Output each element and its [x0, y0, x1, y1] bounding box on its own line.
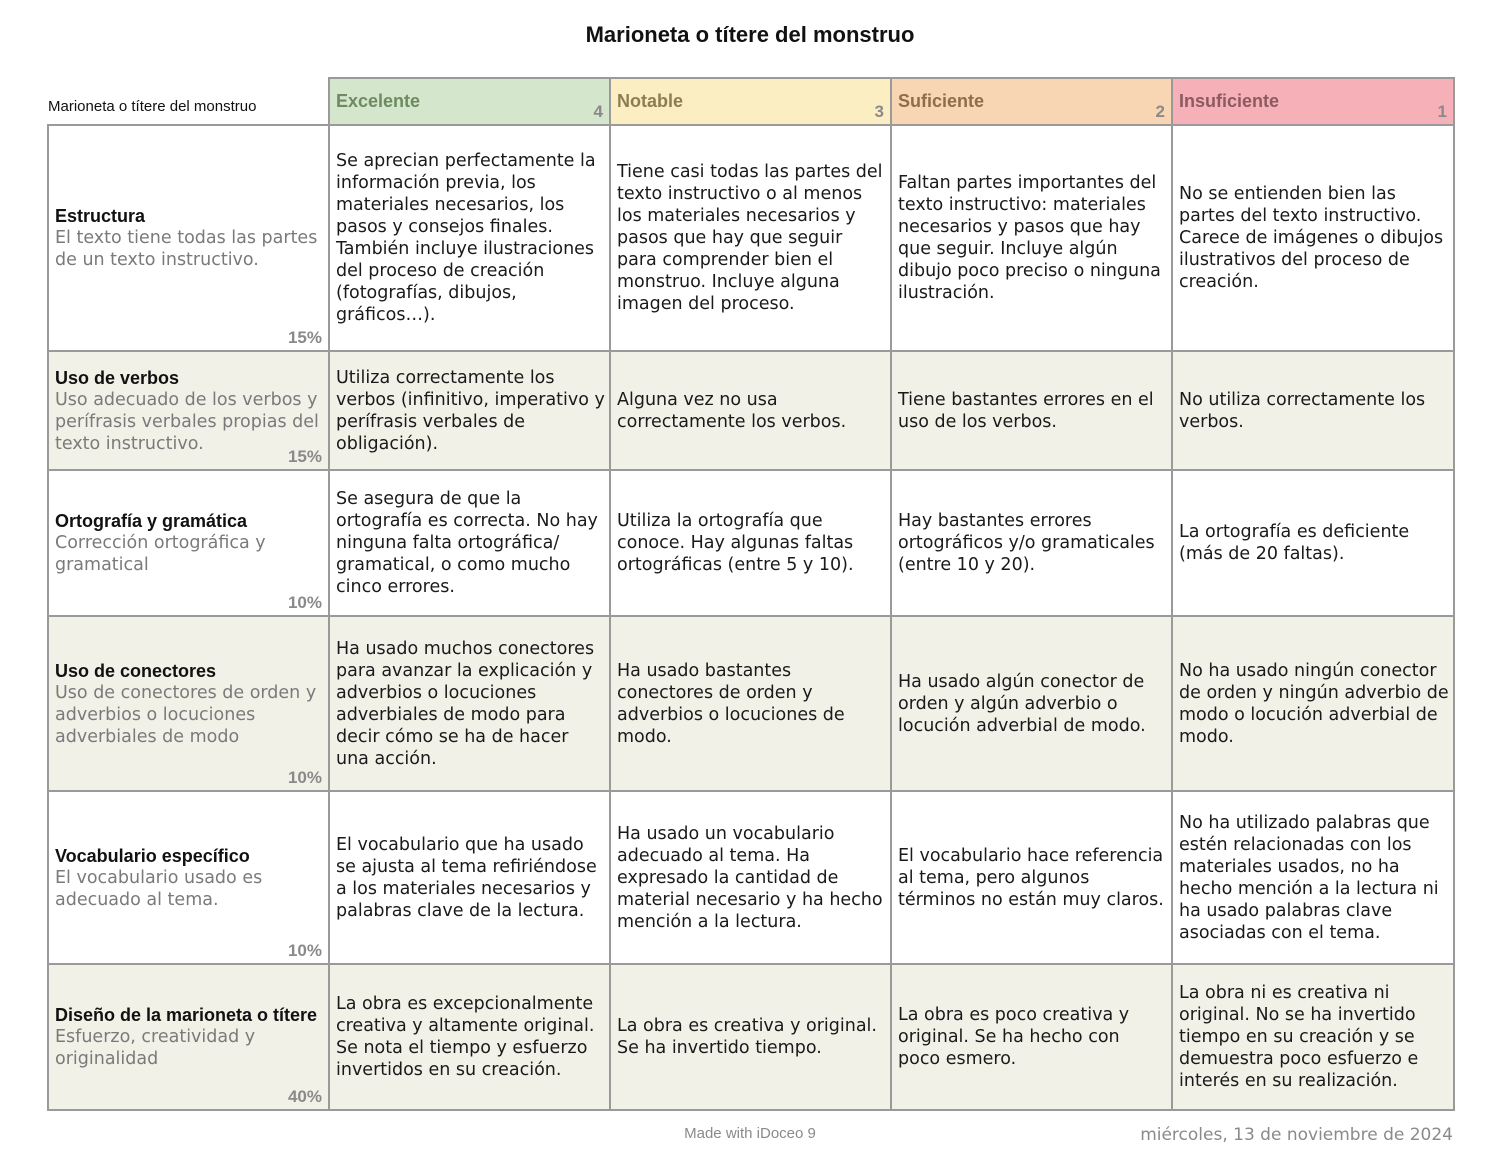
criterion-cell [48, 964, 329, 1110]
criterion-cell [48, 791, 329, 964]
criterion-weight: 15% [287, 447, 322, 466]
criterion-row-estructura [48, 125, 1454, 351]
criterion-cell [48, 470, 329, 616]
descriptor-insuficiente: No ha usado ningún conector de orden y ningún adverbio de modo o locución adverbial de modo. [1172, 616, 1454, 791]
criterion-row-vocabulario [48, 791, 1454, 964]
descriptor-excelente: Utiliza correctamente los verbos (infinitivo, imperativo y perífrasis verbales de obligación). [329, 351, 610, 470]
criterion-row-ortografia [48, 470, 1454, 616]
descriptor-insuficiente: La obra ni es creativa ni original. No se ha invertido tiempo en su creación y se demuestra poco esfuerzo e interés en su realización. [1172, 964, 1454, 1110]
descriptor-suficiente: La obra es poco creativa y original. Se ha hecho con poco esmero. [891, 964, 1172, 1110]
criterion-description: Corrección ortográfica y gramatical [55, 533, 266, 575]
level-name: Notable [617, 91, 684, 111]
descriptor-notable: La obra es creativa y original. Se ha invertido tiempo. [610, 964, 891, 1110]
descriptor-suficiente: Faltan partes importantes del texto instructivo: materiales necesarios y pasos que hay que seguir. Incluye algún dibujo poco preciso o ninguna ilustración. [891, 125, 1172, 351]
level-header-excelente [329, 78, 610, 125]
level-header-notable [610, 78, 891, 125]
descriptor-excelente: Ha usado muchos conectores para avanzar la explicación y adverbios o locuciones adverbiales de modo para decir cómo se ha de hacer una acción. [329, 616, 610, 791]
criterion-description: Esfuerzo, creatividad y originalidad [55, 1027, 256, 1069]
descriptor-notable: Utiliza la ortografía que conoce. Hay algunas faltas ortográficas (entre 5 y 10). [610, 470, 891, 616]
level-points: 2 [1155, 102, 1165, 121]
criterion-row-uso-de-verbos [48, 351, 1454, 470]
descriptor-insuficiente: No se entienden bien las partes del texto instructivo. Carece de imágenes o dibujos ilustrativos del proceso de creación. [1172, 125, 1454, 351]
level-name: Insuficiente [1179, 91, 1280, 111]
page-title: Marioneta o títere del monstruo [585, 22, 915, 47]
made-with-label: Made with iDoceo 9 [684, 1125, 816, 1142]
criterion-description: El vocabulario usado es adecuado al tema. [55, 867, 263, 910]
criterion-cell [48, 125, 329, 351]
level-points: 1 [1437, 102, 1447, 121]
descriptor-excelente: El vocabulario que ha usado se ajusta al tema refiriéndose a los materiales necesarios y palabras clave de la lectura. [329, 791, 610, 964]
level-points: 3 [874, 102, 884, 121]
rubric-table [47, 77, 1455, 1111]
descriptor-notable: Tiene casi todas las partes del texto instructivo o al menos los materiales necesarios y pasos que hay que seguir para comprender bien el monstruo. Incluye alguna imagen del proceso. [610, 125, 891, 351]
level-points: 4 [593, 102, 603, 121]
criterion-weight: 10% [287, 941, 322, 960]
criterion-cell [48, 616, 329, 791]
descriptor-notable: Ha usado un vocabulario adecuado al tema. Ha expresado la cantidad de material necesario y ha hecho mención a la lectura. [610, 791, 891, 964]
criterion-weight: 10% [287, 593, 322, 612]
descriptor-suficiente: Hay bastantes errores ortográficos y/o gramaticales (entre 10 y 20). [891, 470, 1172, 616]
criterion-description: Uso de conectores de orden y adverbios o locuciones adverbiales de modo [55, 682, 317, 747]
criterion-name: Vocabulario específico [55, 845, 250, 866]
criterion-weight: 15% [287, 328, 322, 347]
level-header-insuficiente [1172, 78, 1454, 125]
criterion-weight: 10% [287, 768, 322, 787]
criterion-description: El texto tiene todas las partes de un texto instructivo. [55, 228, 318, 270]
level-name: Excelente [336, 91, 421, 111]
criterion-name: Ortografía y gramática [55, 511, 248, 531]
descriptor-insuficiente: La ortografía es deficiente (más de 20 faltas). [1172, 470, 1454, 616]
criterion-row-diseno [48, 964, 1454, 1110]
descriptor-excelente: Se asegura de que la ortografía es correcta. No hay ninguna falta ortográfica/ gramatical, o como mucho cinco errores. [329, 470, 610, 616]
descriptor-suficiente: El vocabulario hace referencia al tema, pero algunos términos no están muy claros. [891, 791, 1172, 964]
criterion-description: Uso adecuado de los verbos y perífrasis verbales propias del texto instructivo. [55, 389, 319, 454]
criterion-weight: 40% [287, 1087, 322, 1106]
levels-header-row [48, 78, 1454, 125]
descriptor-excelente: Se aprecian perfectamente la información previa, los materiales necesarios, los pasos y consejos finales. También incluye ilustraciones del proceso de creación (fotografías, dibujos, gráficos…). [329, 125, 610, 351]
criterion-cell [48, 351, 329, 470]
criterion-name: Estructura [55, 206, 146, 226]
descriptor-suficiente: Ha usado algún conector de orden y algún adverbio o locución adverbial de modo. [891, 616, 1172, 791]
criterion-name: Uso de conectores [55, 660, 217, 681]
descriptor-notable: Alguna vez no usa correctamente los verbos. [610, 351, 891, 470]
descriptor-notable: Ha usado bastantes conectores de orden y adverbios o locuciones de modo. [610, 616, 891, 791]
corner-label: Marioneta o títere del monstruo [48, 78, 329, 125]
criterion-row-uso-de-conectores [48, 616, 1454, 791]
descriptor-suficiente: Tiene bastantes errores en el uso de los verbos. [891, 351, 1172, 470]
descriptor-insuficiente: No ha utilizado palabras que estén relacionadas con los materiales usados, no ha hecho mención a la lectura ni ha usado palabras clave asociadas con el tema. [1172, 791, 1454, 964]
descriptor-insuficiente: No utiliza correctamente los verbos. [1172, 351, 1454, 470]
criterion-name: Uso de verbos [55, 367, 180, 388]
descriptor-excelente: La obra es excepcionalmente creativa y altamente original. Se nota el tiempo y esfuerzo invertidos en su creación. [329, 964, 610, 1110]
footer-date: miércoles, 13 de noviembre de 2024 [1140, 1125, 1453, 1145]
level-name: Suficiente [898, 91, 985, 111]
criterion-name: Diseño de la marioneta o títere [55, 1005, 318, 1025]
level-header-suficiente [891, 78, 1172, 125]
